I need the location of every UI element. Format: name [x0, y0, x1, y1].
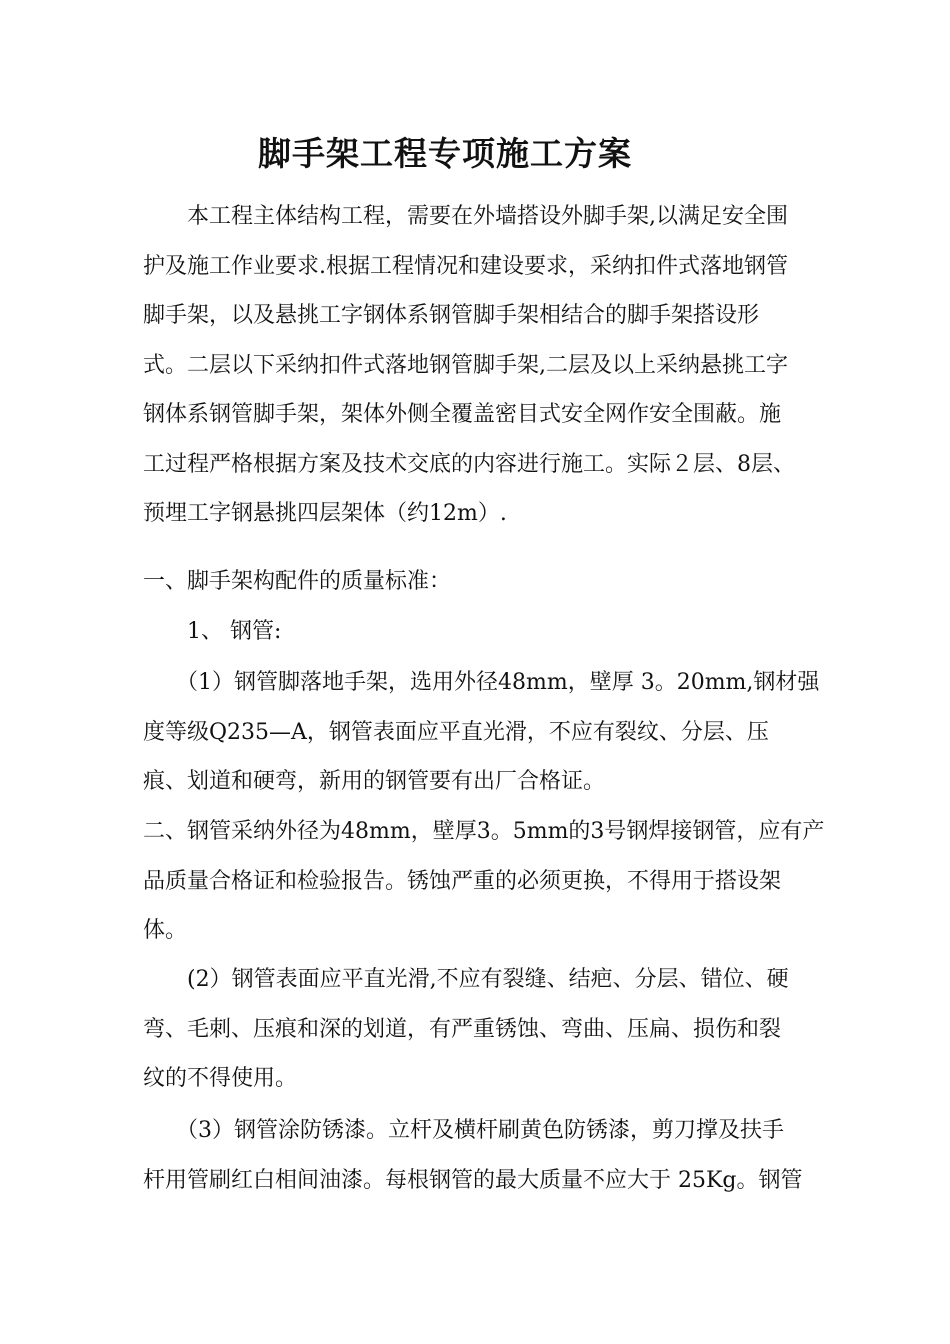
item2-line: (2）钢管表面应平直光滑,不应有裂缝、结疤、分层、错位、硬: [187, 967, 789, 992]
item-heading: [143, 607, 807, 657]
intro-line: 预埋工字钢悬挑四层架体（约12m）.: [143, 501, 507, 526]
item2-line: 弯、毛刺、压痕和深的划道，有严重锈蚀、弯曲、压扁、损伤和裂: [143, 1016, 782, 1042]
section2-paragraph: [143, 807, 825, 956]
item1-paragraph: [143, 658, 820, 807]
item3-paragraph: [143, 1106, 807, 1205]
item3-line: 杆用管刷红白相间油漆。每根钢管的最大质量不应大于 25Kg。钢管: [143, 1167, 803, 1193]
document-title: 脚手架工程专项施工方案: [258, 134, 632, 173]
intro-line: 脚手架，以及悬挑工字钢体系钢管脚手架相结合的脚手架搭设形: [143, 303, 760, 328]
item3-line: （3）钢管涂防锈漆。立杆及横杆刷黄色防锈漆，剪刀撑及扶手: [176, 1118, 784, 1143]
intro-line: 工过程严格根据方案及技术交底的内容进行施工。实际２层、8层、: [143, 451, 795, 477]
item2-paragraph: [143, 955, 807, 1104]
intro-line: 本工程主体结构工程，需要在外墙搭设外脚手架,以满足安全围: [187, 204, 788, 229]
intro-line: 式。二层以下采纳扣件式落地钢管脚手架,二层及以上采纳悬挑工字: [143, 352, 788, 378]
item1-line: （1）钢管脚落地手架，选用外径48mm，壁厚 3。20mm,钢材强: [176, 670, 820, 695]
item2-line: 纹的不得使用。: [143, 1066, 298, 1091]
intro-line: 钢体系钢管脚手架，架体外侧全覆盖密目式安全网作安全围蔽。施: [143, 402, 782, 427]
item1-line: 度等级Q235—A，钢管表面应平直光滑，不应有裂纹、分层、压: [143, 719, 769, 745]
item1-heading: 1、 钢管:: [187, 619, 282, 644]
item1-line: 痕、划道和硬弯，新用的钢管要有出厂合格证。: [143, 769, 606, 794]
intro-line: 护及施工作业要求.根据工程情况和建设要求，采纳扣件式落地钢管: [143, 253, 788, 279]
section1-heading: 一、脚手架构配件的质量标准：: [143, 569, 452, 594]
section2-line: 二、钢管采纳外径为48mm，壁厚3。5mm的3号钢焊接钢管，应有产: [143, 819, 825, 844]
section2-line: 体。: [143, 918, 188, 943]
intro-paragraph: [143, 192, 807, 539]
section2-line: 品质量合格证和检验报告。锈蚀严重的必须更换，不得用于搭设架: [143, 868, 782, 894]
section-heading: [143, 557, 807, 607]
